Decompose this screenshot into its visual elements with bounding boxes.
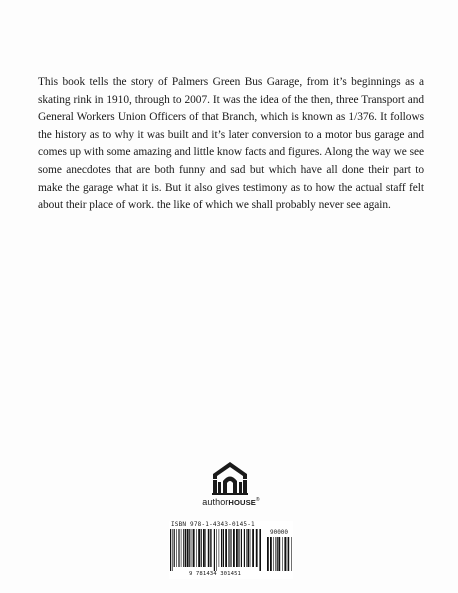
barcode-bar [205, 529, 206, 567]
barcode-bar [241, 529, 242, 567]
publisher-logo [196, 459, 266, 519]
barcode-bar [275, 537, 276, 571]
barcode-bar [189, 529, 190, 567]
barcode-bar [170, 529, 171, 571]
barcode-bar [210, 529, 211, 567]
barcode-bar [267, 537, 269, 571]
barcode-bar [256, 529, 258, 567]
barcode-bar [273, 537, 274, 571]
barcode-bar [228, 529, 229, 567]
barcode-bar [201, 529, 202, 567]
authorhouse-logo-icon [210, 459, 250, 495]
barcode-bar [214, 529, 215, 571]
barcode-bar [259, 529, 261, 571]
registered-mark: ® [255, 497, 260, 503]
barcode-bar [192, 529, 193, 567]
barcode-bar [287, 537, 288, 571]
barcode-bar [211, 529, 212, 567]
barcode-bar [185, 529, 186, 567]
barcode-bar [196, 529, 197, 567]
barcode-bar [187, 529, 189, 567]
price-barcode-bars [266, 537, 292, 571]
price-code: 90000 [269, 529, 289, 536]
barcode-bar [223, 529, 224, 567]
barcode-bar [225, 529, 227, 567]
barcode-bar [203, 529, 205, 567]
barcode-bar [229, 529, 230, 567]
barcode-bar [233, 529, 235, 567]
barcode-bar [277, 537, 278, 571]
barcode-bar [288, 537, 289, 571]
barcode-bar [236, 529, 238, 567]
barcode-bar [221, 529, 222, 567]
book-blurb: This book tells the story of Palmers Green Bus Garage, from it’s beginnings as a skating rink in 1910, through to 2007. It was the idea of the then, three Transport and General Workers Union Officers of that Branch, which is known as 1/376. It follows the history as to why it was built and it’s later conversion to a motor bus garage and comes up with some amazing and little know facts and figures. Along the way we see some anecdotes that are both funny and sad but which have all done their part to make the garage what it is. But it also gives testimony as to how the actual staff felt about their place of work. the like of which we shall probably never see again. [38, 76, 424, 212]
publisher-name [196, 497, 266, 507]
barcode-bar [193, 529, 195, 567]
barcode-bar [231, 529, 232, 567]
barcode-bar [208, 529, 209, 567]
barcode-bar [282, 537, 283, 571]
barcode-bar [270, 537, 272, 571]
barcode-bar [252, 529, 254, 567]
barcode-bar [216, 529, 217, 571]
isbn-barcode [169, 521, 293, 579]
barcode-bar [246, 529, 247, 567]
publisher-name-author: author [202, 497, 229, 507]
barcode-bar [244, 529, 245, 567]
ean-digits: 9 781434 301451 [188, 571, 242, 577]
barcode-bar [176, 529, 177, 567]
publisher-name-house: HOUSE [228, 498, 256, 507]
ean-barcode-bars [169, 529, 261, 571]
barcode-bar [247, 529, 249, 567]
barcode-bar [181, 529, 182, 567]
barcode-bar [183, 529, 184, 567]
barcode-bar [284, 537, 286, 571]
isbn-label: ISBN 978-1-4343-0145-1 [171, 521, 255, 528]
barcode-bar [291, 537, 292, 571]
barcode-bar [172, 529, 173, 571]
barcode-bar [198, 529, 200, 567]
barcode-bar [238, 529, 239, 567]
barcode-bar [178, 529, 179, 567]
barcode-bar [278, 537, 280, 571]
barcode-bar [250, 529, 251, 567]
barcode-bar [174, 529, 175, 567]
barcode-bar [219, 529, 220, 567]
